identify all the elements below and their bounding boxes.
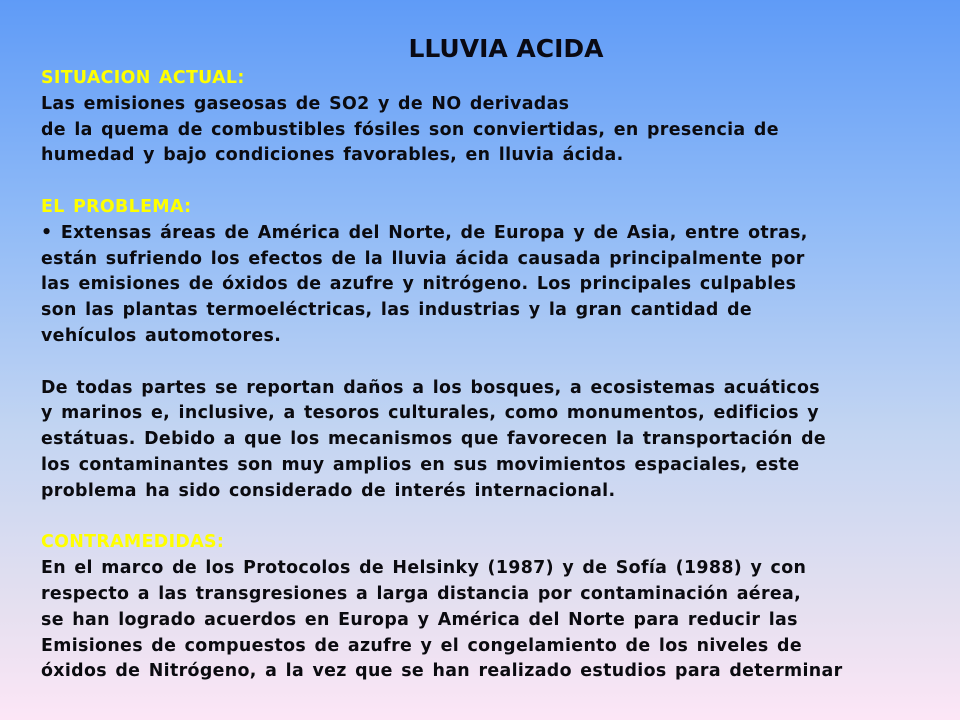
text-line: son las plantas termoeléctricas, las industrias y la gran cantidad de (41, 300, 753, 321)
blank-line (41, 350, 941, 376)
section-heading-problema: EL PROBLEMA: (41, 196, 192, 217)
text-line: de la quema de combustibles fósiles son conviertidas, en presencia de (41, 119, 779, 140)
text-line: • Extensas áreas de América del Norte, de Europa y de Asia, entre otras, (41, 222, 808, 243)
text-line: se han logrado acuerdos en Europa y América del Norte para reducir las (41, 609, 798, 630)
text-line: Emisiones de compuestos de azufre y el congelamiento de los niveles de (41, 635, 802, 656)
slide-body (41, 66, 941, 685)
text-line: vehículos automotores. (41, 325, 282, 346)
text-line: En el marco de los Protocolos de Helsinky (1987) y de Sofía (1988) y con (41, 558, 807, 579)
section-heading-situacion: SITUACION ACTUAL: (41, 68, 245, 88)
blank-line (41, 169, 941, 195)
text-line: están sufriendo los efectos de la lluvia ácida causada principalmente por (41, 248, 805, 269)
section-heading-contramedidas: CONTRAMEDIDAS: (41, 532, 225, 553)
text-line: los contaminantes son muy amplios en sus movimientos espaciales, este (41, 454, 800, 475)
text-line: humedad y bajo condiciones favorables, en lluvia ácida. (41, 145, 624, 166)
text-line: respecto a las transgresiones a larga distancia por contaminación aérea, (41, 583, 802, 604)
slide-title: LLUVIA ACIDA (408, 34, 604, 63)
text-line: y marinos e, inclusive, a tesoros culturales, como monumentos, edificios y (41, 403, 819, 424)
text-line: Las emisiones gaseosas de SO2 y de NO derivadas (41, 93, 570, 114)
blank-line (41, 505, 941, 531)
text-line: problema ha sido considerado de interés internacional. (41, 480, 616, 501)
text-line: De todas partes se reportan daños a los bosques, a ecosistemas acuáticos (41, 377, 820, 398)
text-line: estátuas. Debido a que los mecanismos que favorecen la transportación de (41, 429, 827, 450)
text-line: las emisiones de óxidos de azufre y nitrógeno. Los principales culpables (41, 274, 797, 295)
text-line: óxidos de Nitrógeno, a la vez que se han realizado estudios para determinar (41, 661, 843, 682)
